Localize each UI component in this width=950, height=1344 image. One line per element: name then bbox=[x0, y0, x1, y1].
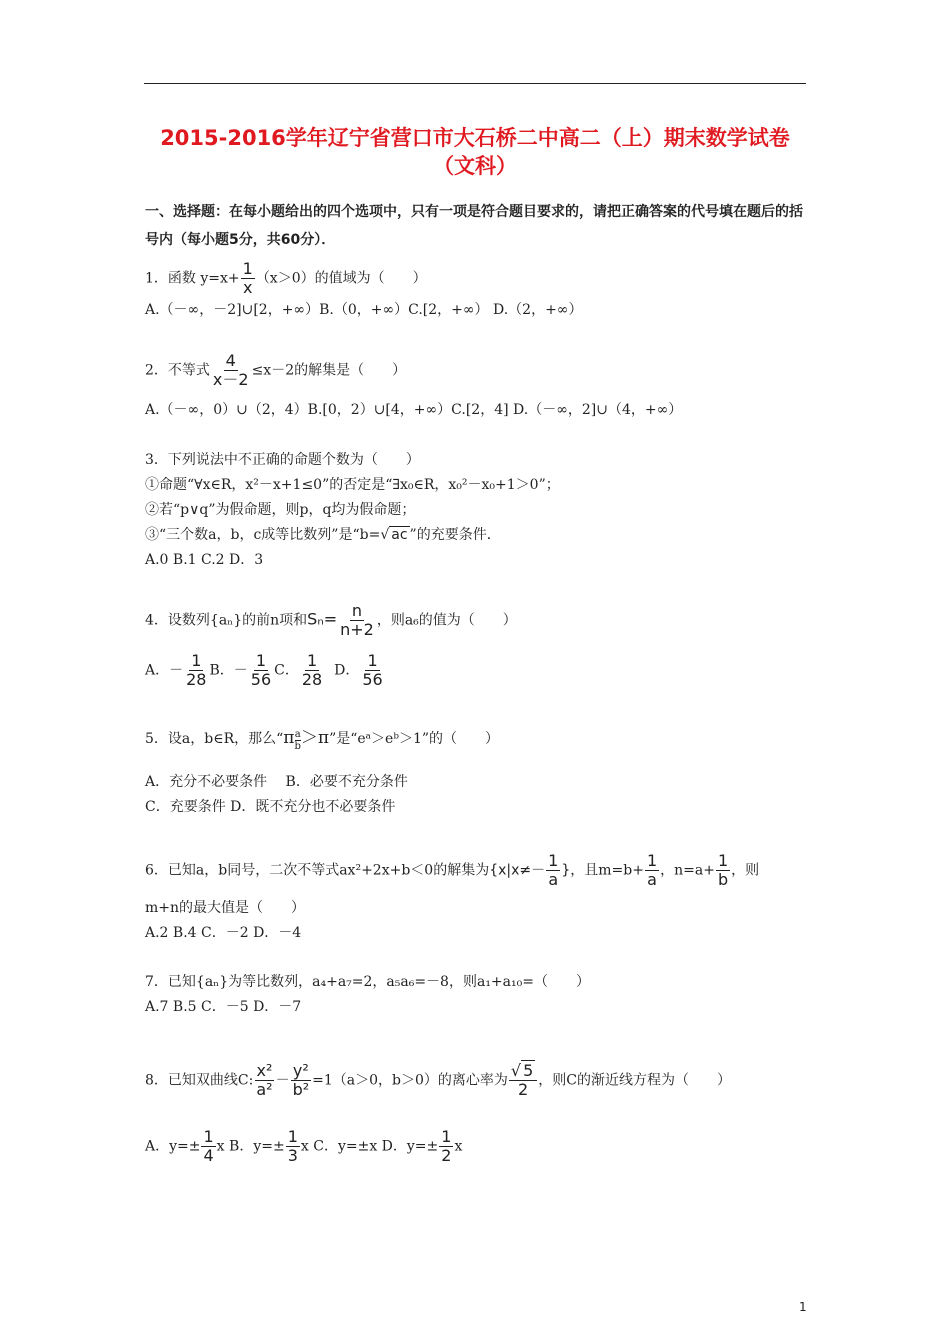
question-2-options: A.（－∞，0）∪（2，4）B.[0，2）∪[4，+∞）C.[2，4] D.（－∞，2]∪（4，+∞） bbox=[145, 402, 683, 418]
question-6-line-2: m+n的最大值是（ ） bbox=[145, 900, 306, 916]
fraction: $\frac{n}{n+2}$ bbox=[340, 601, 374, 639]
question-3: 3．下列说法中不正确的命题个数为（ ） bbox=[145, 452, 420, 468]
question-3-statement-2: ②若“p∨q”为假命题，则p，q均为假命题； bbox=[145, 502, 416, 518]
question-5: 5．设a，b∈R，那么“π $\frac{a}{b}$ ＞π”是“eᵃ＞eᵇ＞1”的（ ） bbox=[145, 728, 500, 753]
question-8: 8．已知双曲线C: $\frac{\text{x²}}{\text{a²}}$ － $\frac{\text{y²}}{\text{b²}}$ =1（a＞0，b＞0）的离心率为 $\frac{√ 5}{2}$ ，则C的渐近线方程为（ ） bbox=[145, 1061, 732, 1099]
section-heading: 一、选择题：在每小题给出的四个选项中，只有一项是符合题目要求的，请把正确答案的代号填在题后的括号内（每小题5分，共60分）． bbox=[145, 204, 803, 248]
question-3-options: A.0 B.1 C.2 D．3 bbox=[145, 552, 264, 568]
question-1: 1．函数 y=x+ $\frac{1}{x}$ （x＞0）的值域为（ ） bbox=[145, 259, 427, 297]
question-3-statement-3: ③“三个数a，b，c成等比数列”是“b=√ ac ”的充要条件． bbox=[145, 527, 501, 543]
question-6: 6．已知a，b同号，二次不等式ax²+2x+b＜0的解集为{x|x≠－ $\frac{1}{a}$ }，且m=b+ $\frac{1}{a}$ ，n=a+ $\frac{1}{b}$ ，则 bbox=[145, 851, 760, 889]
question-3-statement-1: ①命题“∀x∈R，x²－x+1≤0”的否定是“∃x₀∈R，x₀²－x₀+1＞0”； bbox=[145, 477, 560, 493]
question-8-options: A．y=± $\frac{1}{4}$ x B．y=± $\frac{1}{3}$ x C．y=±x D．y=± $\frac{1}{2}$ x bbox=[145, 1127, 463, 1165]
question-7-options: A.7 B.5 C．－5 D．－7 bbox=[145, 999, 302, 1015]
question-6-options: A.2 B.4 C．－2 D．－4 bbox=[145, 925, 302, 941]
fraction: $\frac{4}{x-2}$ bbox=[212, 351, 249, 389]
question-5-options-1: A．充分不必要条件 B．必要不充分条件 bbox=[145, 774, 408, 790]
question-1-options: A.（－∞，－2]∪[2，+∞）B.（0，+∞）C.[2，+∞） D.（2，+∞） bbox=[145, 302, 583, 318]
header-rule bbox=[144, 83, 806, 84]
question-2: 2．不等式 $\frac{4}{x-2}$ ≤x－2的解集是（ ） bbox=[145, 351, 407, 389]
fraction: $\frac{1}{x}$ bbox=[242, 259, 253, 297]
question-4: 4．设数列{aₙ}的前n项和Sₙ= $\frac{n}{n+2}$ ，则a₆的值为（ ） bbox=[145, 601, 517, 639]
exam-title: 2015-2016学年辽宁省营口市大石桥二中高二（上）期末数学试卷（文科） bbox=[160, 126, 790, 178]
question-7: 7．已知{aₙ}为等比数列，a₄+a₇=2，a₅a₆=－8，则a₁+a₁₀=（ ） bbox=[145, 974, 590, 990]
question-5-options-2: C．充要条件 D．既不充分也不必要条件 bbox=[145, 799, 396, 815]
page-number: 1 bbox=[799, 1300, 807, 1314]
question-4-options: A．－ $\frac{1}{28}$ B．－ $\frac{1}{56}$ C． $\frac{1}{28}$ D． $\frac{1}{56}$ bbox=[145, 651, 383, 689]
